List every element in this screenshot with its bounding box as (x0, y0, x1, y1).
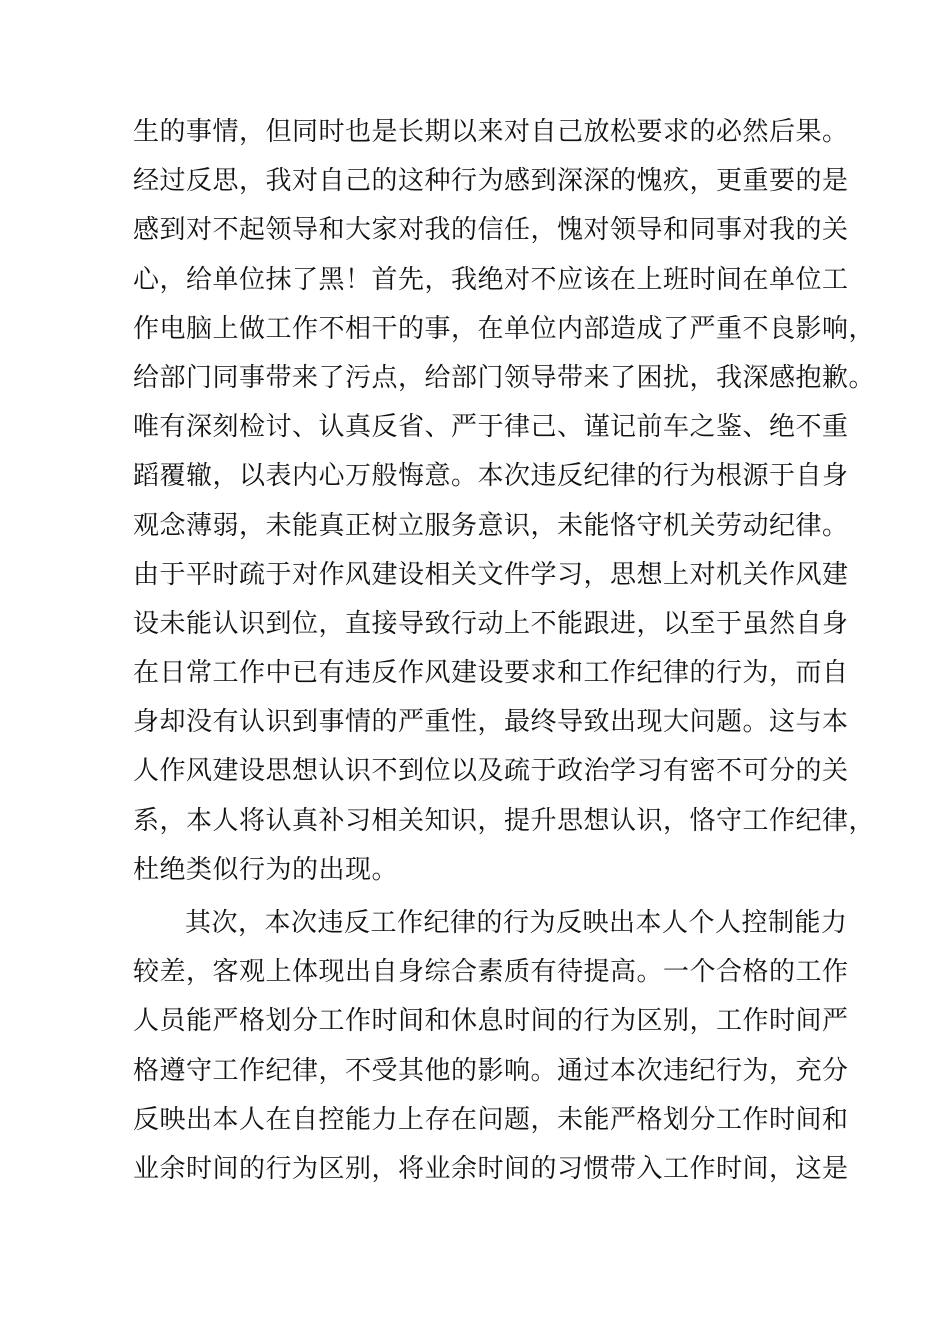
text-line: 格遵守工作纪律，不受其他的影响。通过本次违纪行为，充分 (133, 1055, 849, 1086)
paragraph-2 (133, 899, 849, 1194)
text-line: 反映出本人在自控能力上存在问题，未能严格划分工作时间和 (133, 1104, 849, 1135)
paragraph-1 (133, 108, 876, 895)
text-line: 人员能严格划分工作时间和休息时间的行为区别，工作时间严 (133, 1006, 849, 1037)
text-line: 唯有深刻检讨、认真反省、严于律己、谨记前车之鉴、绝不重 (133, 412, 849, 443)
text-line: 给部门同事带来了污点，给部门领导带来了困扰，我深感抱歉。 (133, 362, 876, 393)
text-line: 蹈覆辙，以表内心万般悔意。本次违反纪律的行为根源于自身 (133, 461, 849, 492)
text-line: 观念薄弱，未能真正树立服务意识，未能恪守机关劳动纪律。 (133, 510, 849, 541)
text-line: 较差，客观上体现出自身综合素质有待提高。一个合格的工作 (133, 957, 849, 988)
text-line: 人作风建设思想认识不到位以及疏于政治学习有密不可分的关 (133, 756, 849, 787)
text-line: 经过反思，我对自己的这种行为感到深深的愧疚，更重要的是 (133, 166, 849, 197)
text-line: 感到对不起领导和大家对我的信任，愧对领导和同事对我的关 (133, 215, 849, 246)
text-line: 其次，本次违反工作纪律的行为反映出本人个人控制能力 (185, 908, 848, 938)
text-line: 由于平时疏于对作风建设相关文件学习，思想上对机关作风建 (133, 559, 849, 590)
text-line: 作电脑上做工作不相干的事，在单位内部造成了严重不良影响， (133, 313, 876, 344)
document-body (133, 108, 876, 1194)
text-line: 设未能认识到位，直接导致行动上不能跟进，以至于虽然自身 (133, 608, 849, 639)
text-line: 生的事情，但同时也是长期以来对自己放松要求的必然后果。 (133, 117, 849, 147)
text-line: 心，给单位抹了黑！首先，我绝对不应该在上班时间在单位工 (133, 264, 849, 295)
text-line: 系，本人将认真补习相关知识，提升思想认识，恪守工作纪律， (133, 805, 876, 836)
text-line: 身却没有认识到事情的严重性，最终导致出现大问题。这与本 (133, 707, 849, 738)
text-line: 在日常工作中已有违反作风建设要求和工作纪律的行为，而自 (133, 658, 849, 689)
text-line: 业余时间的行为区别，将业余时间的习惯带入工作时间，这是 (133, 1153, 849, 1184)
text-line: 杜绝类似行为的出现。 (133, 854, 399, 885)
